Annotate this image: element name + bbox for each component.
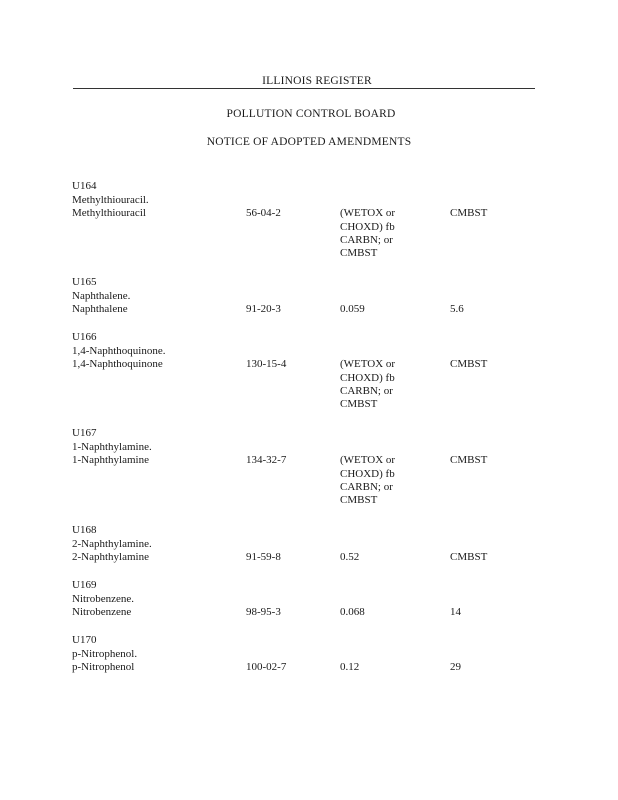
nonwastewater-standard: CMBST bbox=[450, 551, 488, 563]
constituent-name: Nitrobenzene bbox=[72, 606, 132, 618]
nonwastewater-standard: 14 bbox=[450, 606, 461, 618]
cas-number: 134-32-7 bbox=[246, 454, 287, 466]
waste-name-heading: Methylthiouracil. bbox=[72, 193, 149, 206]
constituent-name: 2-Naphthylamine bbox=[72, 551, 149, 563]
waste-entry bbox=[72, 180, 542, 259]
waste-code: U170 bbox=[72, 634, 97, 646]
waste-name-heading: Naphthalene. bbox=[72, 289, 131, 302]
wastewater-standard: (WETOX or bbox=[340, 454, 396, 466]
waste-code: U164 bbox=[72, 180, 97, 192]
waste-entry bbox=[72, 427, 542, 506]
wastewater-standard-line: CHOXD) fb bbox=[340, 221, 395, 233]
cas-number: 56-04-2 bbox=[246, 207, 281, 219]
nonwastewater-standard: CMBST bbox=[450, 207, 488, 219]
wastewater-standard: 0.059 bbox=[340, 303, 365, 315]
wastewater-standard-line: CMBST bbox=[340, 247, 378, 259]
waste-entry bbox=[72, 634, 542, 675]
waste-entry bbox=[72, 331, 542, 410]
waste-name-heading: 1,4-Naphthoquinone. bbox=[72, 344, 166, 357]
constituent-name: p-Nitrophenol bbox=[72, 661, 135, 673]
nonwastewater-standard: 29 bbox=[450, 661, 461, 673]
wastewater-standard-line: CMBST bbox=[340, 398, 378, 410]
wastewater-standard: (WETOX or bbox=[340, 358, 396, 370]
wastewater-standard: 0.12 bbox=[340, 661, 360, 673]
nonwastewater-standard: 5.6 bbox=[450, 303, 464, 315]
cas-number: 100-02-7 bbox=[246, 661, 287, 673]
waste-name-heading: p-Nitrophenol. bbox=[72, 647, 138, 660]
waste-name-heading: Nitrobenzene. bbox=[72, 592, 134, 605]
waste-name-heading: 1-Naphthylamine. bbox=[72, 440, 152, 453]
waste-code: U165 bbox=[72, 276, 97, 288]
notice-title: NOTICE OF ADOPTED AMENDMENTS bbox=[206, 136, 412, 148]
wastewater-standard-line: CARBN; or bbox=[340, 481, 393, 493]
register-title: ILLINOIS REGISTER bbox=[262, 75, 372, 87]
waste-name-heading: 2-Naphthylamine. bbox=[72, 537, 152, 550]
wastewater-standard-line: CARBN; or bbox=[340, 385, 393, 397]
constituent-name: 1-Naphthylamine bbox=[72, 454, 149, 466]
wastewater-standard-line: CARBN; or bbox=[340, 234, 393, 246]
waste-code: U167 bbox=[72, 427, 97, 439]
wastewater-standard: (WETOX or bbox=[340, 207, 396, 219]
constituent-name: 1,4-Naphthoquinone bbox=[72, 358, 163, 370]
constituent-name: Methylthiouracil bbox=[72, 207, 146, 219]
waste-code: U166 bbox=[72, 331, 97, 343]
waste-entry bbox=[72, 276, 542, 317]
board-title: POLLUTION CONTROL BOARD bbox=[226, 108, 396, 120]
cas-number: 130-15-4 bbox=[246, 358, 287, 370]
cas-number: 91-20-3 bbox=[246, 303, 281, 315]
nonwastewater-standard: CMBST bbox=[450, 358, 488, 370]
waste-entry bbox=[72, 524, 542, 565]
wastewater-standard-line: CHOXD) fb bbox=[340, 372, 395, 384]
cas-number: 91-59-8 bbox=[246, 551, 281, 563]
wastewater-standard-line: CMBST bbox=[340, 494, 378, 506]
constituent-name: Naphthalene bbox=[72, 303, 128, 315]
nonwastewater-standard: CMBST bbox=[450, 454, 488, 466]
waste-code: U168 bbox=[72, 524, 97, 536]
cas-number: 98-95-3 bbox=[246, 606, 281, 618]
wastewater-standard: 0.52 bbox=[340, 551, 360, 563]
wastewater-standard-line: CHOXD) fb bbox=[340, 468, 395, 480]
waste-code: U169 bbox=[72, 579, 97, 591]
header-rule bbox=[73, 88, 535, 89]
wastewater-standard: 0.068 bbox=[340, 606, 365, 618]
waste-entry bbox=[72, 579, 542, 620]
